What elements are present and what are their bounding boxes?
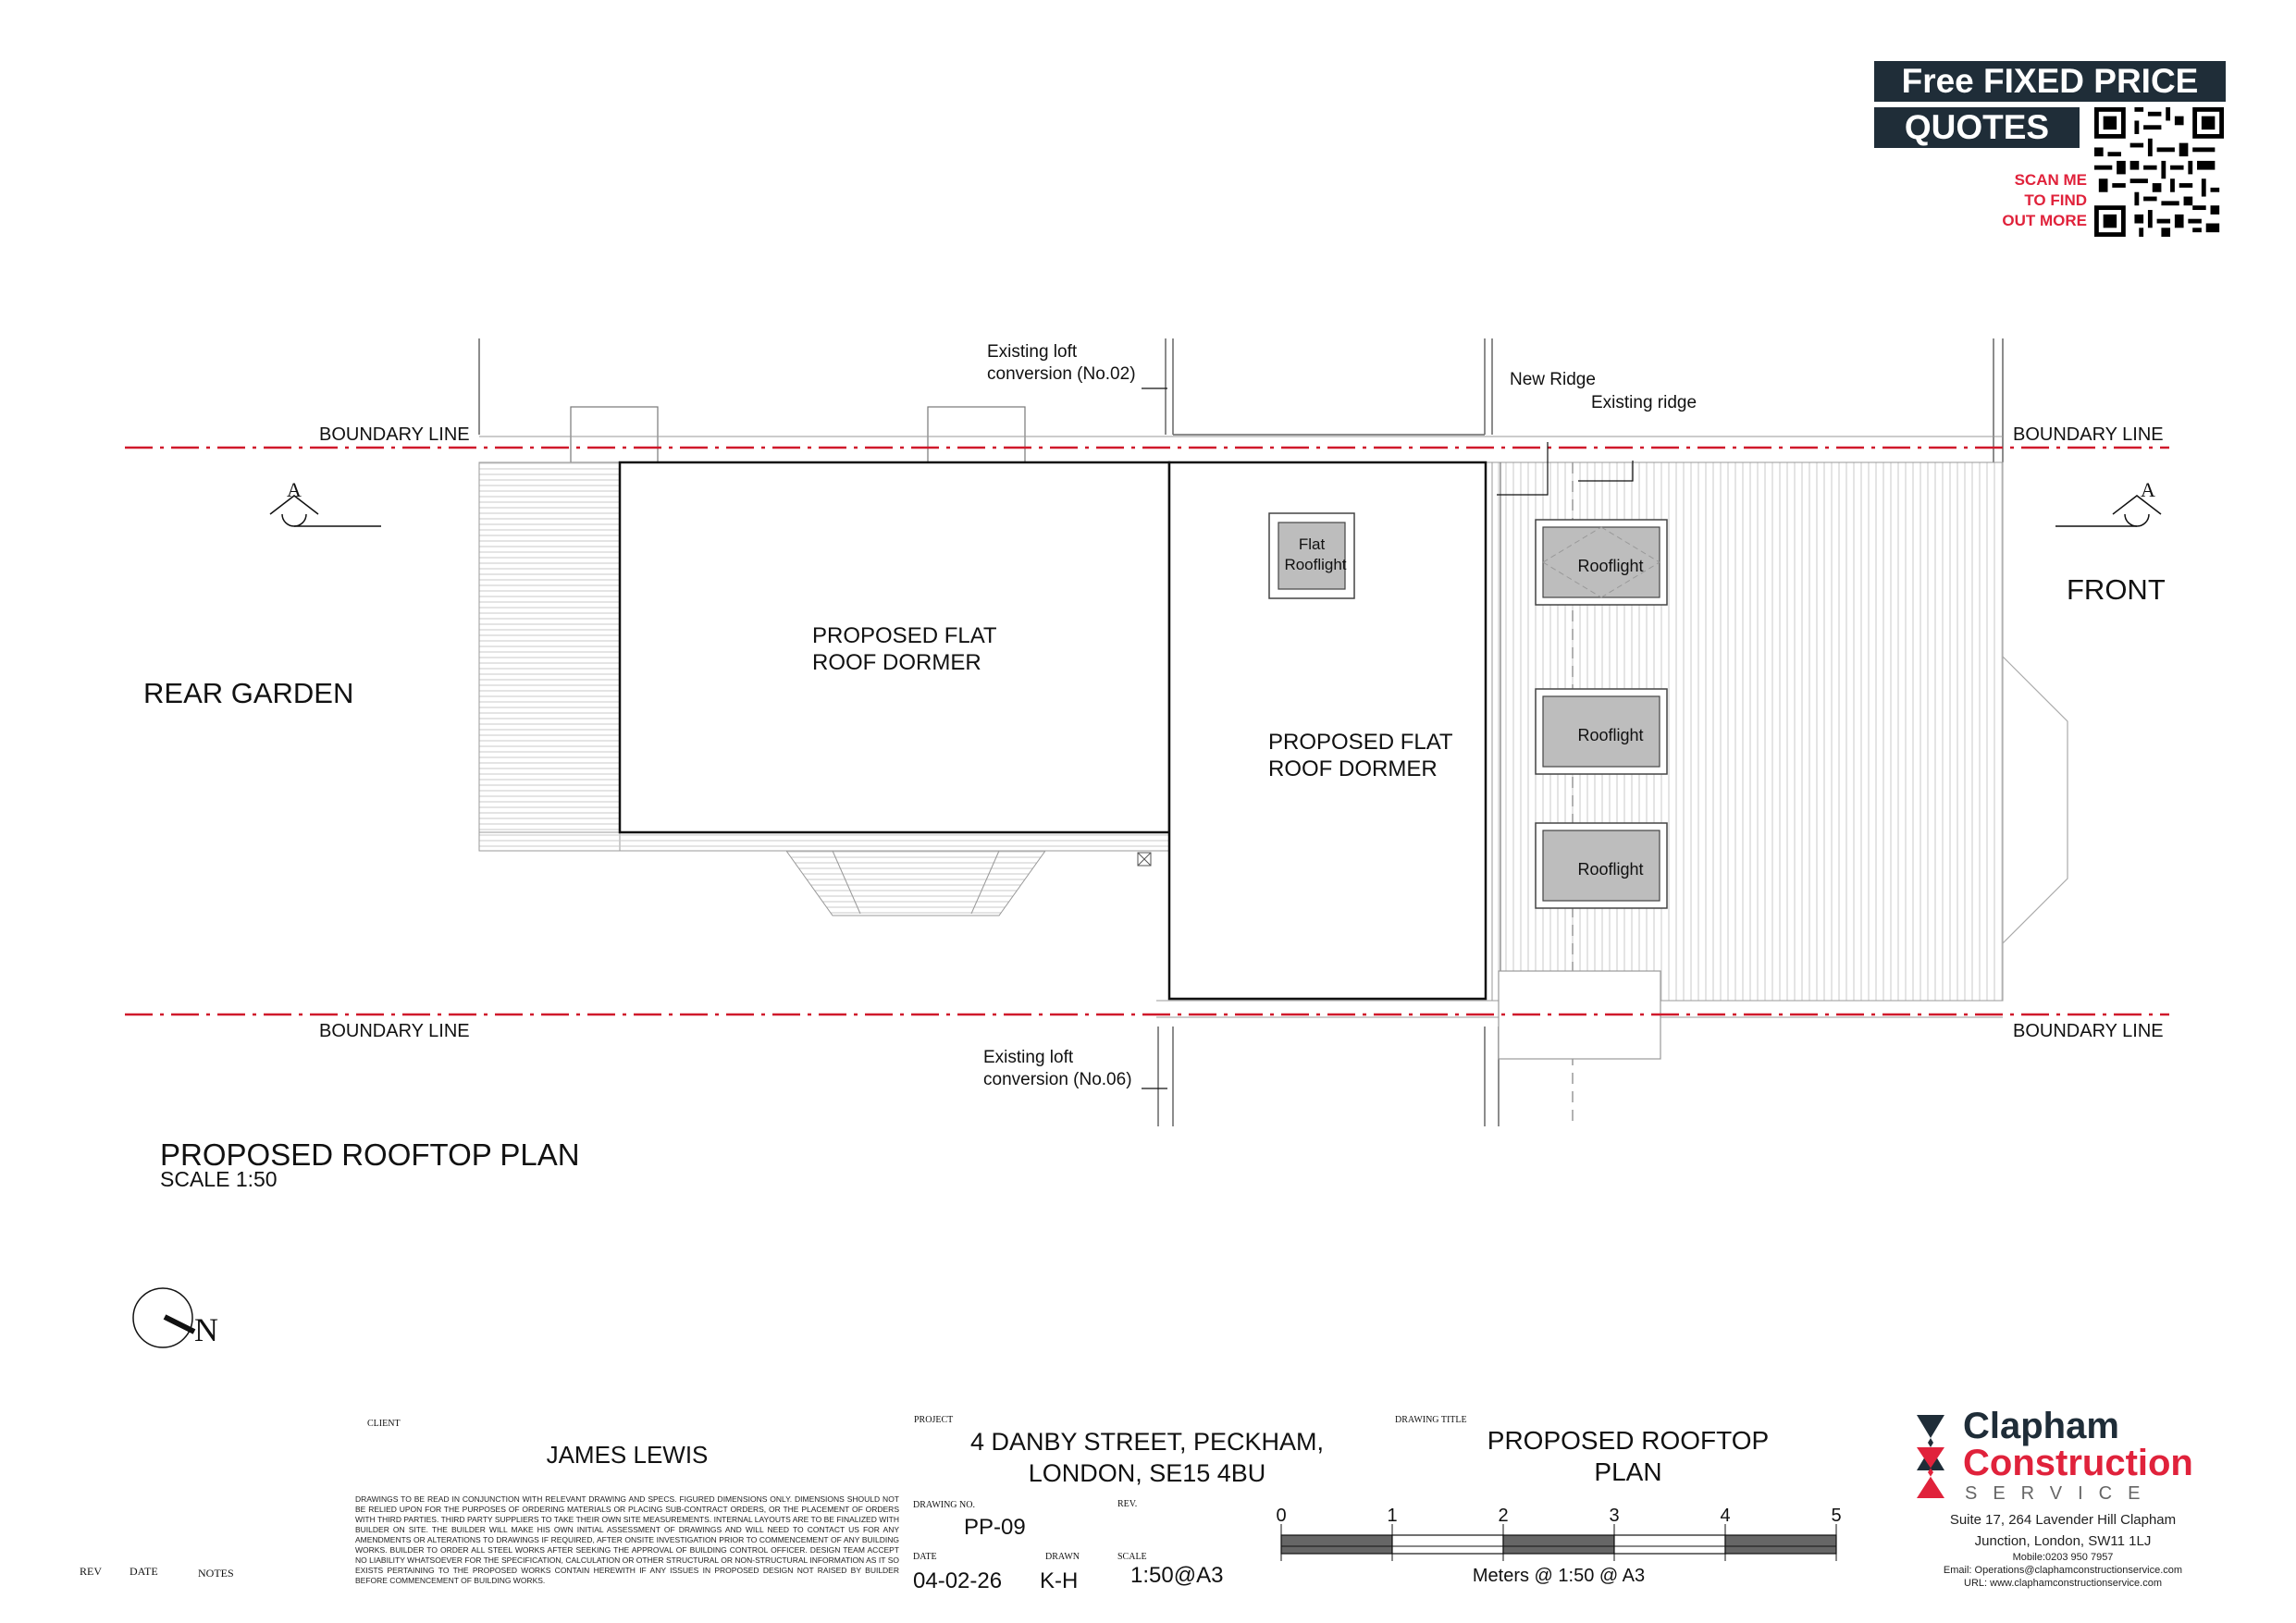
boundary-label-bottom-left: BOUNDARY LINE <box>319 1021 470 1041</box>
promo-line-1: Free FIXED PRICE <box>1874 61 2226 102</box>
promo-scan-text: SCAN ME TO FIND OUT MORE <box>2002 171 2087 229</box>
drawn-by: K-H <box>1040 1568 1079 1593</box>
company-name-1: Clapham <box>1963 1406 2119 1446</box>
company-name-3: SERVICE <box>1965 1483 2156 1504</box>
company-url[interactable]: URL: www.claphamconstructionservice.com <box>1964 1578 2162 1589</box>
drawing-date: 04-02-26 <box>913 1568 1003 1593</box>
company-name-2: Construction <box>1963 1443 2193 1483</box>
drawing-scale: 1:50@A3 <box>1130 1563 1224 1588</box>
scale-tick-1: 1 <box>1387 1506 1398 1526</box>
front-bay <box>2003 657 2068 943</box>
company-address: Suite 17, 264 Lavender Hill Clapham Junction, London, SW11 1LJ <box>1949 1512 2177 1549</box>
notes-label: NOTES <box>198 1567 234 1580</box>
plan-heading: PROPOSED ROOFTOP PLAN <box>160 1137 580 1172</box>
date-label: DATE <box>130 1565 158 1578</box>
project-line-2: LONDON, SE15 4BU <box>1028 1459 1266 1487</box>
section-marker-label-right: A <box>2141 478 2155 501</box>
dormer-2-line1: PROPOSED FLAT <box>1268 730 1453 755</box>
front-label: FRONT <box>2067 573 2166 606</box>
drawing-title-line-1: PROPOSED ROOFTOP <box>1487 1426 1770 1455</box>
rooflight-3-label: Rooflight <box>1577 860 1644 879</box>
scale-tick-2: 2 <box>1498 1506 1509 1526</box>
dormer-2-line2: ROOF DORMER <box>1268 756 1438 781</box>
company-email[interactable]: Email: Operations@claphamconstructionservice.com <box>1943 1565 2183 1576</box>
disclaimer-text: DRAWINGS TO BE READ IN CONJUNCTION WITH RELEVANT DRAWING AND SPECS. FIGURED DIMENSIONS ONLY. DIMENSIONS SHOULD NOT BE RELIED UPON FOR THE PURPOSES OF ORDERING MATERIALS OR PLACING SUB-CONTRACT ORDERS, OR THE PLACEMENT OF ORDERS WITH THIRD PARTIES. THIRD PARTY SUPPLIERS TO TAKE THEIR OWN SITE MEASUREMENTS. INTERNAL LAYOUTS ARE TO BE FINALIZED WITH BUILDER ON SITE. THE BUILDER WILL MAKE HIS OWN INITIAL ASSESSMENT OF DRAWINGS AND WILL NEED TO CONTACT US FOR ANY AMENDMENTS OR ALTERATIONS TO DRAWINGS IF REQUIRED, AFTER ONSITE INVESTIGATION PRIOR TO COMMENCEMENT OF ANY BUILDING WORKS. BUILDER TO ORDER ALL STEEL WORKS AFTER SEEKING THE APPROVAL OF BUILDING CONTROL OFFICER. DESIGN TEAM ACCEPT NO LIABILITY WHATSOEVER FOR THE SPECIFICATION, CALCULATION OR OTHER STRUCTURAL OR NON-STRUCTURAL INFORMATION AS IT SO EXISTS PERTAINING TO THE PROPOSED WORKS CONTAIN HEREWITH IF ANY ISSUES IN PROPOSED DESIGN NOT RAISED BY BUILDER BEFORE COMMENCEMENT OF BUILDING WORKS. <box>355 1494 899 1585</box>
project-line-1: 4 DANBY STREET, PECKHAM, <box>969 1428 1325 1456</box>
chimney-stacks <box>571 407 1025 462</box>
existing-loft-06-line1: Existing loft <box>983 1048 1074 1067</box>
rooflight-1-label: Rooflight <box>1577 557 1644 575</box>
rear-garden-label: REAR GARDEN <box>143 677 354 709</box>
drawn-label: DRAWN <box>1045 1552 1080 1562</box>
existing-loft-02-line1: Existing loft <box>987 342 1078 362</box>
new-ridge-label: New Ridge <box>1510 370 1596 389</box>
scale-label: SCALE <box>1117 1552 1147 1562</box>
scale-tick-5: 5 <box>1831 1506 1842 1526</box>
dormer-1-line2: ROOF DORMER <box>812 650 981 675</box>
drawing-no: PP-09 <box>964 1515 1026 1540</box>
rev-label: REV <box>80 1565 102 1578</box>
north-arrow-icon <box>133 1288 194 1347</box>
date-label-2: DATE <box>913 1552 937 1562</box>
flat-rooflight-line2: Rooflight <box>1284 556 1347 573</box>
scale-bar-caption: Meters @ 1:50 @ A3 <box>1472 1566 1646 1586</box>
promo-line-2: QUOTES <box>1874 107 2080 148</box>
flat-rooflight-line1: Flat <box>1298 535 1326 553</box>
client-label: CLIENT <box>367 1419 401 1429</box>
scale-tick-0: 0 <box>1276 1506 1287 1526</box>
scale-tick-4: 4 <box>1720 1506 1731 1526</box>
drawing-title-line-2: PLAN <box>1594 1457 1662 1486</box>
rear-projection <box>786 851 1045 916</box>
section-marker-label-left: A <box>287 478 302 501</box>
project-label: PROJECT <box>914 1415 954 1425</box>
rooflight-group <box>1536 520 1667 908</box>
existing-loft-06-line2: conversion (No.06) <box>983 1070 1132 1089</box>
rev-label-2: REV. <box>1117 1499 1138 1509</box>
boundary-label-top-left: BOUNDARY LINE <box>319 424 470 445</box>
client-name: JAMES LEWIS <box>546 1441 709 1469</box>
existing-loft-02-line2: conversion (No.02) <box>987 364 1136 384</box>
north-label: N <box>194 1311 218 1348</box>
plan-scale: SCALE 1:50 <box>160 1167 278 1191</box>
company-block <box>1906 1406 2220 1591</box>
rear-roof-slope <box>479 462 620 851</box>
drawing-no-label: DRAWING NO. <box>913 1500 975 1510</box>
rooflight-2-label: Rooflight <box>1577 726 1644 744</box>
scale-tick-3: 3 <box>1609 1506 1620 1526</box>
boundary-label-bottom-right: BOUNDARY LINE <box>2013 1021 2164 1041</box>
boundary-label-top-right: BOUNDARY LINE <box>2013 424 2164 445</box>
existing-ridge-label: Existing ridge <box>1591 393 1697 412</box>
dormer-1-line1: PROPOSED FLAT <box>812 623 997 648</box>
company-mobile: Mobile:0203 950 7957 <box>2012 1552 2114 1563</box>
scale-bar <box>1281 1524 1836 1561</box>
drawing-title-label: DRAWING TITLE <box>1395 1415 1467 1425</box>
